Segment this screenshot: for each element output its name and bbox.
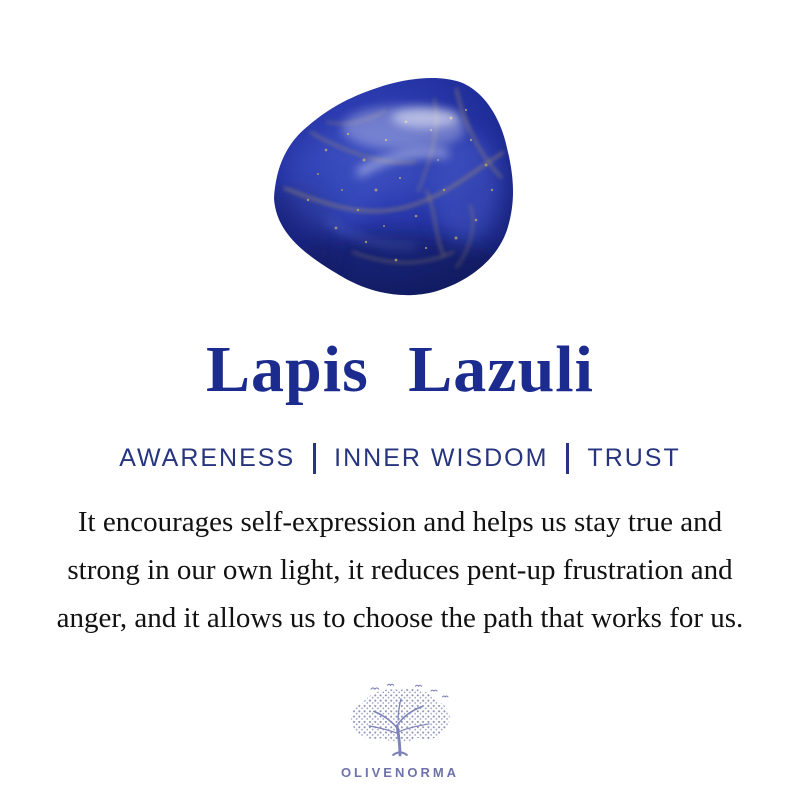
keyword-separator — [313, 443, 316, 474]
description-line: anger, and it allows us to choose the path that works for us. — [56, 602, 744, 634]
description-line: strong in our own light, it reduces pent-up frustration and — [67, 554, 733, 586]
tree-with-birds-icon — [342, 683, 458, 761]
keywords-row — [0, 443, 800, 474]
stone-photo — [266, 70, 518, 302]
page-title: Lapis Lazuli — [206, 333, 594, 406]
lapis-lazuli-stone-image — [266, 70, 518, 302]
description-line: It encourages self-expression and helps us stay true and — [77, 506, 723, 538]
brand-name: OLIVENORMA — [340, 765, 460, 780]
brand-logo — [0, 683, 800, 780]
keyword-awareness: AWARENESS — [119, 444, 296, 472]
description-text — [20, 498, 780, 642]
keyword-separator — [566, 443, 569, 474]
keyword-trust: TRUST — [587, 444, 681, 472]
keyword-inner-wisdom: INNER WISDOM — [334, 444, 549, 472]
